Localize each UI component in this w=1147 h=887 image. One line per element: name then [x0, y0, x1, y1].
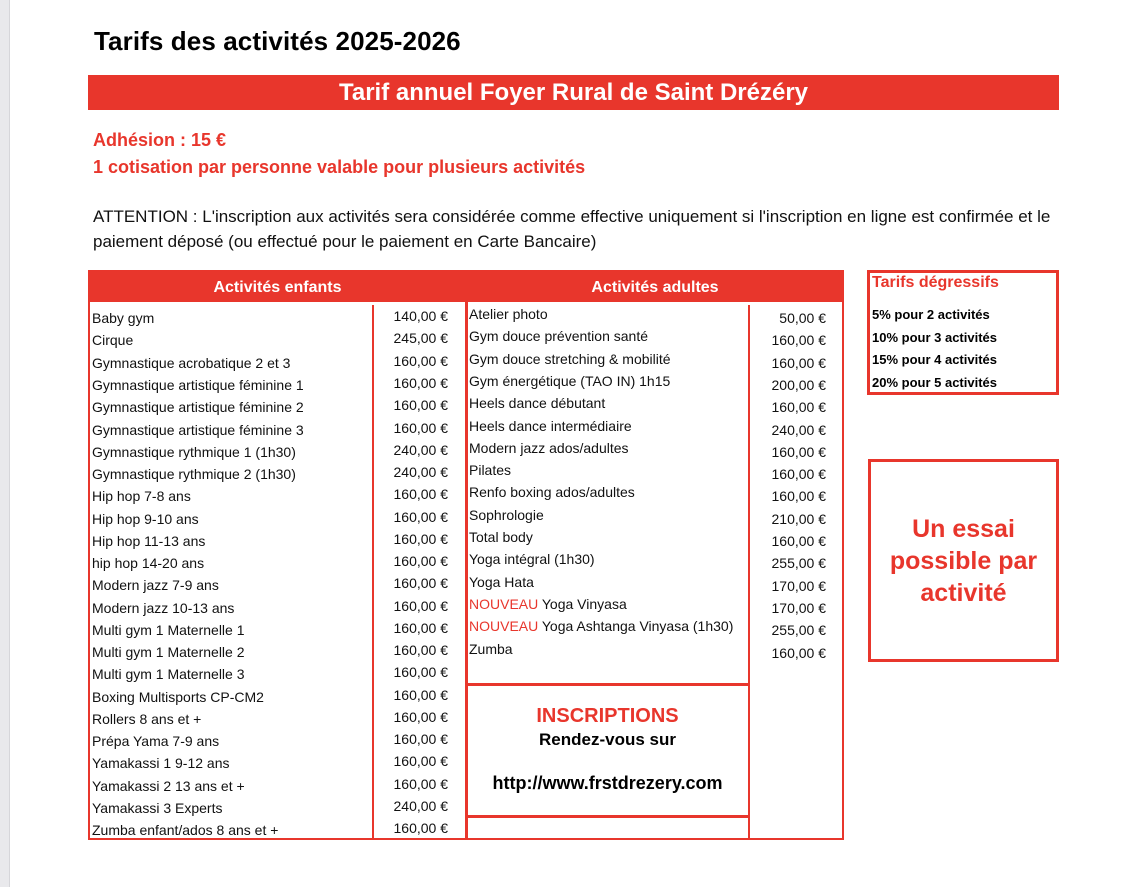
adult-activity-name [469, 615, 749, 637]
kids-activity-name: Modern jazz 7-9 ans [92, 577, 219, 593]
adult-activity-label: Sophrologie [469, 506, 544, 523]
adult-activity-label: Pilates [469, 462, 512, 479]
adult-activity-price: 240,00 € [771, 421, 826, 438]
adult-activity-label: Renfo boxing ados/adultes [469, 484, 635, 501]
kids-activity-price: 160,00 € [393, 776, 448, 792]
kids-activity-name: Cirque [92, 332, 134, 348]
adult-activity-price: 160,00 € [771, 354, 826, 371]
kids-activity-name: Yamakassi 1 9-12 ans [92, 755, 230, 771]
adult-activity-name [469, 504, 749, 526]
adult-activity-price: 160,00 € [771, 644, 826, 661]
kids-activity-price: 160,00 € [393, 553, 448, 569]
adult-activity-label: Yoga Vinyasa [538, 595, 627, 612]
adult-activity-price: 160,00 € [771, 466, 826, 483]
nouveau-tag: NOUVEAU [469, 618, 539, 635]
nouveau-tag: NOUVEAU [469, 595, 539, 612]
adult-activity-label: Modern jazz ados/adultes [469, 439, 629, 456]
adult-activity-price: 160,00 € [771, 533, 826, 549]
kids-activity-price: 240,00 € [393, 798, 448, 814]
adult-activity-name [469, 437, 749, 459]
kids-activity-name: Modern jazz 10-13 ans [92, 600, 235, 616]
kids-activity-name: Multi gym 1 Maternelle 3 [92, 666, 245, 682]
adult-activity-price: 160,00 € [771, 399, 826, 416]
discounts-title: Tarifs dégressifs [872, 274, 999, 291]
kids-activity-name: Prépa Yama 7-9 ans [92, 733, 220, 749]
page-title: Tarifs des activités 2025-2026 [94, 26, 461, 56]
inscriptions-url[interactable]: http://www.frstdrezery.com [492, 773, 723, 793]
kids-activity-name: Zumba enfant/ados 8 ans et + [92, 822, 279, 838]
kids-activity-name: Gymnastique rythmique 2 (1h30) [92, 466, 296, 482]
kids-activity-price: 140,00 € [393, 308, 448, 324]
adult-activity-label: Heels dance débutant [469, 395, 606, 412]
kids-activity-price: 160,00 € [393, 575, 448, 591]
kids-activity-name: Boxing Multisports CP-CM2 [92, 689, 264, 705]
adult-activity-name [469, 303, 749, 325]
kids-activity-price: 160,00 € [393, 709, 448, 725]
adult-activity-price: 160,00 € [771, 488, 826, 505]
cotisation-note: 1 cotisation par personne valable pour plusieurs activités [93, 157, 586, 177]
adult-activity-price: 200,00 € [771, 376, 826, 393]
kids-activity-name: Gymnastique acrobatique 2 et 3 [92, 355, 291, 371]
kids-activity-name: Hip hop 11-13 ans [92, 533, 206, 549]
kids-activity-price: 240,00 € [393, 464, 448, 480]
kids-activity-price: 160,00 € [393, 420, 448, 436]
adult-activity-label: Atelier photo [469, 306, 548, 322]
kids-activity-price: 160,00 € [393, 687, 448, 703]
page-left-edge [0, 0, 10, 887]
kids-activity-price: 160,00 € [393, 820, 448, 836]
inscriptions-bottom-border [466, 815, 749, 818]
adult-activity-name [469, 526, 749, 548]
adult-activity-price: 160,00 € [771, 332, 826, 349]
adult-activity-label: Yoga Ashtanga Vinyasa (1h30) [538, 618, 734, 635]
kids-activity-name: Gymnastique artistique féminine 1 [92, 377, 304, 393]
kids-activity-price: 160,00 € [393, 598, 448, 614]
kids-activity-name: Yamakassi 2 13 ans et + [92, 778, 245, 794]
adult-activity-price: 160,00 € [771, 443, 826, 460]
discount-3-activities: 10% pour 3 activités [872, 330, 997, 345]
kids-activity-name: Multi gym 1 Maternelle 1 [92, 622, 245, 638]
adult-activity-name [469, 593, 749, 615]
inscriptions-subtitle: Rendez-vous sur [539, 730, 676, 749]
discount-4-activities: 15% pour 4 activités [872, 352, 997, 367]
adult-activity-name [469, 325, 749, 347]
adult-activity-name [469, 415, 749, 437]
kids-activity-name: Rollers 8 ans et + [92, 711, 202, 727]
adult-activity-label: Total body [469, 529, 533, 545]
adult-activity-label: Zumba [469, 640, 513, 657]
kids-activity-price: 160,00 € [393, 397, 448, 413]
kids-activity-price: 160,00 € [393, 486, 448, 502]
adult-activity-label: Heels dance intermédiaire [469, 417, 632, 434]
adhesion-fee: Adhésion : 15 € [93, 130, 227, 150]
adult-activity-label: Gym douce stretching & mobilité [469, 350, 671, 367]
kids-activity-price: 240,00 € [393, 442, 448, 458]
kids-activity-name: Yamakassi 3 Experts [92, 800, 223, 816]
adult-activity-price: 255,00 € [771, 555, 826, 572]
kids-activity-price: 160,00 € [393, 620, 448, 636]
discount-5-activities: 20% pour 5 activités [872, 375, 997, 390]
inscriptions-title: INSCRIPTIONS [536, 705, 679, 727]
kids-activity-name: Hip hop 9-10 ans [92, 511, 199, 527]
adult-activity-label: Gym douce prévention santé [469, 328, 648, 345]
kids-activity-price: 160,00 € [393, 509, 448, 525]
attention-notice: ATTENTION : L'inscription aux activités sera considérée comme effective uniquement si l'inscription en ligne est confirmée et le paiement déposé (ou effectué pour le paiement en Carte Bancaire) [93, 207, 1051, 251]
adult-activity-price: 210,00 € [771, 510, 826, 527]
kids-activity-name: Multi gym 1 Maternelle 2 [92, 644, 245, 660]
adult-activity-name [469, 459, 749, 481]
kids-header: Activités enfants [88, 272, 467, 302]
adult-activity-price: 255,00 € [771, 622, 826, 639]
kids-activity-name: Gymnastique artistique féminine 3 [92, 422, 304, 438]
adult-activity-label: Yoga intégral (1h30) [469, 551, 595, 568]
kids-activity-price: 160,00 € [393, 642, 448, 658]
adult-activity-name [469, 548, 749, 570]
kids-activity-price: 160,00 € [393, 353, 448, 369]
title-banner: Tarif annuel Foyer Rural de Saint Drézéry [88, 75, 1059, 110]
adult-activity-name [469, 638, 749, 660]
adult-activity-label: Gym énergétique (TAO IN) 1h15 [469, 372, 671, 389]
kids-activity-price: 160,00 € [393, 531, 448, 547]
kids-activity-price: 160,00 € [393, 731, 448, 747]
trial-box [868, 459, 1059, 662]
kids-activity-price: 245,00 € [393, 330, 448, 346]
kids-activity-name: Gymnastique artistique féminine 2 [92, 399, 304, 415]
inscriptions-top-border [466, 683, 749, 686]
adult-activity-name [469, 392, 749, 414]
adult-activity-name [469, 571, 749, 593]
adult-activity-price: 170,00 € [771, 599, 826, 616]
adult-activity-label: Yoga Hata [469, 573, 534, 590]
kids-activity-name: Baby gym [92, 310, 155, 326]
adults-header: Activités adultes [466, 272, 844, 302]
adult-activity-name [469, 370, 749, 392]
trial-text: Un essai possible par activité [889, 514, 1038, 607]
kids-activity-price: 160,00 € [393, 753, 448, 769]
kids-activity-name: Gymnastique rythmique 1 (1h30) [92, 444, 296, 460]
adult-activity-price: 170,00 € [771, 577, 826, 594]
kids-activity-price: 160,00 € [393, 375, 448, 391]
adult-activity-name [469, 348, 749, 370]
discount-2-activities: 5% pour 2 activités [872, 307, 990, 322]
adult-activity-name [469, 481, 749, 503]
kids-activity-name: Hip hop 7-8 ans [92, 488, 191, 504]
adult-activity-price: 50,00 € [779, 310, 826, 326]
kids-activity-name: hip hop 14-20 ans [92, 555, 205, 571]
kids-activity-price: 160,00 € [393, 664, 448, 680]
